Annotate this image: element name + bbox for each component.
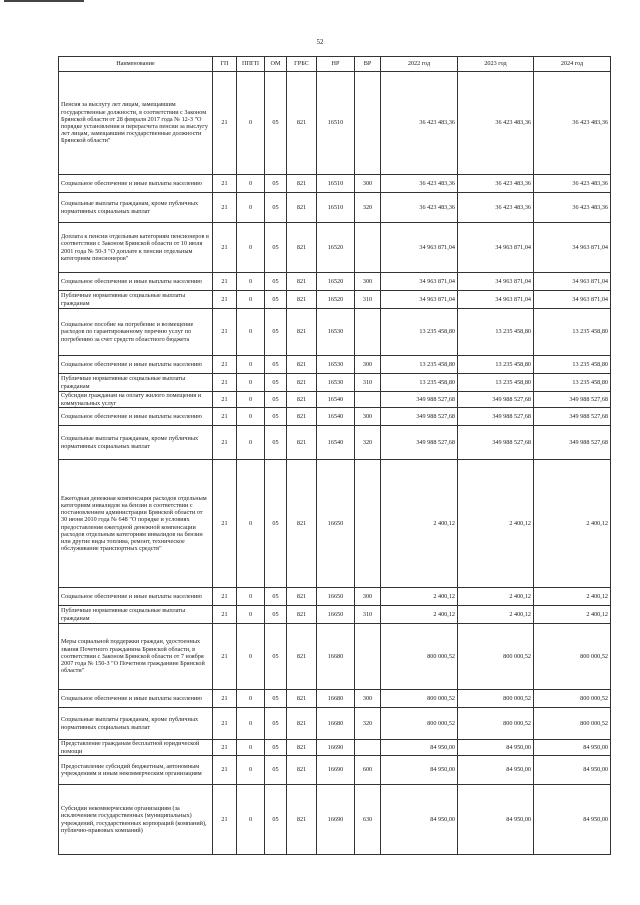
- row-amount-2022: 2 400,12: [381, 606, 458, 624]
- row-om: 05: [265, 392, 287, 408]
- row-om: 05: [265, 273, 287, 291]
- row-amount-2022: 13 235 458,80: [381, 356, 458, 374]
- row-gp: 21: [213, 72, 237, 175]
- row-gp: 21: [213, 740, 237, 756]
- row-amount-2023: 34 963 871,04: [458, 273, 534, 291]
- row-om: 05: [265, 460, 287, 588]
- row-name: Социальное обеспечение и иные выплаты населению: [59, 588, 213, 606]
- row-grbs: 821: [287, 756, 317, 785]
- row-grbs: 821: [287, 690, 317, 708]
- row-om: 05: [265, 588, 287, 606]
- row-name: Субсидии гражданам на оплату жилого помещения и коммунальных услуг: [59, 392, 213, 408]
- table-row: [59, 273, 611, 291]
- row-gp: 21: [213, 356, 237, 374]
- row-amount-2022: 800 000,52: [381, 624, 458, 690]
- row-vr: 300: [355, 273, 381, 291]
- row-amount-2023: 800 000,52: [458, 708, 534, 740]
- table-row: [59, 588, 611, 606]
- row-grbs: 821: [287, 426, 317, 460]
- row-grbs: 821: [287, 356, 317, 374]
- row-amount-2023: 349 988 527,68: [458, 392, 534, 408]
- row-amount-2023: 84 950,00: [458, 756, 534, 785]
- row-amount-2024: 13 235 458,80: [534, 374, 611, 392]
- row-amount-2023: 84 950,00: [458, 785, 534, 855]
- row-grbs: 821: [287, 291, 317, 309]
- row-nr: 16650: [317, 460, 355, 588]
- row-name: Доплата к пенсии отдельным категориям пенсионеров в соответствии с Законом Брянской области от 10 июля 2001 года № 50-З "О доплате к пенсии отдельным категориям пенсионеров": [59, 223, 213, 273]
- row-amount-2022: 800 000,52: [381, 708, 458, 740]
- row-vr: [355, 72, 381, 175]
- row-vr: [355, 460, 381, 588]
- row-ppgp: 0: [237, 273, 265, 291]
- row-gp: 21: [213, 785, 237, 855]
- row-ppgp: 0: [237, 588, 265, 606]
- row-amount-2022: 349 988 527,68: [381, 392, 458, 408]
- row-name: Представление гражданам бесплатной юридической помощи: [59, 740, 213, 756]
- table-row: [59, 756, 611, 785]
- row-amount-2023: 2 400,12: [458, 460, 534, 588]
- row-amount-2024: 800 000,52: [534, 708, 611, 740]
- row-amount-2024: 34 963 871,04: [534, 223, 611, 273]
- row-nr: 16530: [317, 356, 355, 374]
- row-vr: 320: [355, 708, 381, 740]
- row-amount-2023: 34 963 871,04: [458, 223, 534, 273]
- table-row: [59, 708, 611, 740]
- row-ppgp: 0: [237, 785, 265, 855]
- header-gp: ГП: [213, 57, 237, 72]
- row-amount-2024: 36 423 483,36: [534, 193, 611, 223]
- table-row: [59, 193, 611, 223]
- row-amount-2023: 36 423 483,36: [458, 175, 534, 193]
- row-grbs: 821: [287, 740, 317, 756]
- row-ppgp: 0: [237, 690, 265, 708]
- row-amount-2024: 2 400,12: [534, 460, 611, 588]
- header-om: ОМ: [265, 57, 287, 72]
- row-amount-2024: 13 235 458,80: [534, 309, 611, 356]
- row-amount-2023: 2 400,12: [458, 606, 534, 624]
- row-ppgp: 0: [237, 606, 265, 624]
- row-grbs: 821: [287, 193, 317, 223]
- row-amount-2024: 349 988 527,68: [534, 392, 611, 408]
- row-grbs: 821: [287, 408, 317, 426]
- row-amount-2022: 13 235 458,80: [381, 309, 458, 356]
- row-amount-2024: 34 963 871,04: [534, 291, 611, 309]
- table-header-row: [59, 57, 611, 72]
- row-amount-2022: 2 400,12: [381, 460, 458, 588]
- row-grbs: 821: [287, 72, 317, 175]
- row-amount-2024: 34 963 871,04: [534, 273, 611, 291]
- row-gp: 21: [213, 175, 237, 193]
- row-name: Социальные выплаты гражданам, кроме публичных нормативных социальных выплат: [59, 708, 213, 740]
- row-grbs: 821: [287, 223, 317, 273]
- header-grbs: ГРБС: [287, 57, 317, 72]
- row-amount-2022: 800 000,52: [381, 690, 458, 708]
- row-ppgp: 0: [237, 309, 265, 356]
- table-body: [59, 72, 611, 855]
- row-name: Публичные нормативные социальные выплаты гражданам: [59, 291, 213, 309]
- row-nr: 16520: [317, 291, 355, 309]
- row-gp: 21: [213, 588, 237, 606]
- row-ppgp: 0: [237, 291, 265, 309]
- header-2022: 2022 год: [381, 57, 458, 72]
- row-vr: [355, 740, 381, 756]
- row-amount-2023: 84 950,00: [458, 740, 534, 756]
- row-grbs: 821: [287, 374, 317, 392]
- row-om: 05: [265, 426, 287, 460]
- row-amount-2022: 349 988 527,68: [381, 426, 458, 460]
- row-ppgp: 0: [237, 708, 265, 740]
- row-amount-2023: 2 400,12: [458, 588, 534, 606]
- row-gp: 21: [213, 460, 237, 588]
- table-row: [59, 460, 611, 588]
- row-grbs: 821: [287, 624, 317, 690]
- row-vr: [355, 392, 381, 408]
- row-amount-2023: 349 988 527,68: [458, 408, 534, 426]
- row-name: Предоставление субсидий бюджетным, автономным учреждениям и иным некоммерческим организациям: [59, 756, 213, 785]
- row-amount-2023: 34 963 871,04: [458, 291, 534, 309]
- row-gp: 21: [213, 708, 237, 740]
- row-name: Социальное пособие на погребение и возмещение расходов по гарантированному перечню услуг по погребению за счет средств областного бюджета: [59, 309, 213, 356]
- row-gp: 21: [213, 624, 237, 690]
- row-amount-2024: 800 000,52: [534, 690, 611, 708]
- row-nr: 16540: [317, 408, 355, 426]
- row-amount-2023: 800 000,52: [458, 624, 534, 690]
- row-amount-2024: 84 950,00: [534, 756, 611, 785]
- row-amount-2022: 34 963 871,04: [381, 273, 458, 291]
- row-amount-2023: 13 235 458,80: [458, 356, 534, 374]
- row-nr: 16540: [317, 426, 355, 460]
- table-row: [59, 606, 611, 624]
- row-vr: 300: [355, 175, 381, 193]
- row-amount-2023: 13 235 458,80: [458, 309, 534, 356]
- row-nr: 16510: [317, 175, 355, 193]
- row-name: Социальное обеспечение и иные выплаты населению: [59, 690, 213, 708]
- row-name: Социальные выплаты гражданам, кроме публичных нормативных социальных выплат: [59, 193, 213, 223]
- row-vr: [355, 223, 381, 273]
- header-2023: 2023 год: [458, 57, 534, 72]
- row-om: 05: [265, 175, 287, 193]
- table-row: [59, 309, 611, 356]
- row-gp: 21: [213, 690, 237, 708]
- row-gp: 21: [213, 193, 237, 223]
- row-ppgp: 0: [237, 223, 265, 273]
- page-number: 52: [316, 38, 324, 46]
- row-nr: 16520: [317, 273, 355, 291]
- row-nr: 16650: [317, 606, 355, 624]
- row-vr: [355, 624, 381, 690]
- row-nr: 16680: [317, 708, 355, 740]
- row-gp: 21: [213, 291, 237, 309]
- row-gp: 21: [213, 756, 237, 785]
- row-nr: 16520: [317, 223, 355, 273]
- row-gp: 21: [213, 374, 237, 392]
- row-name: Субсидии некоммерческим организациям (за исключением государственных (муниципальных) учреждений, государственных корпораций (компаний), публично-правовых компаний): [59, 785, 213, 855]
- row-amount-2023: 349 988 527,68: [458, 426, 534, 460]
- row-om: 05: [265, 785, 287, 855]
- row-grbs: 821: [287, 708, 317, 740]
- row-amount-2022: 84 950,00: [381, 756, 458, 785]
- row-vr: 320: [355, 426, 381, 460]
- row-amount-2024: 13 235 458,80: [534, 356, 611, 374]
- row-name: Социальное обеспечение и иные выплаты населению: [59, 175, 213, 193]
- budget-table: [58, 56, 611, 855]
- row-amount-2022: 34 963 871,04: [381, 223, 458, 273]
- row-amount-2024: 36 423 483,36: [534, 175, 611, 193]
- row-ppgp: 0: [237, 408, 265, 426]
- row-om: 05: [265, 708, 287, 740]
- row-name: Меры социальной поддержки граждан, удостоенных звания Почетного гражданина Брянской области, в соответствии с Законом Брянской области от 7 ноября 2007 года № 150-З "О Почетном гражданине Брянской области": [59, 624, 213, 690]
- row-gp: 21: [213, 273, 237, 291]
- row-ppgp: 0: [237, 175, 265, 193]
- row-amount-2024: 2 400,12: [534, 588, 611, 606]
- row-grbs: 821: [287, 606, 317, 624]
- table-row: [59, 392, 611, 408]
- row-amount-2022: 84 950,00: [381, 740, 458, 756]
- row-amount-2024: 349 988 527,68: [534, 408, 611, 426]
- row-name: Ежегодная денежная компенсация расходов отдельным категориям инвалидов на бензин в соответствии с постановлением администрации Брянской области от 30 июня 2010 года № 648 "О порядке и условиях предоставления ежегодной денежной компенсации расходов отдельным категориям инвалидов на бензин или другие виды топлива, ремонт, техническое обслуживание транспортных средств": [59, 460, 213, 588]
- row-ppgp: 0: [237, 460, 265, 588]
- table-row: [59, 785, 611, 855]
- row-amount-2022: 36 423 483,36: [381, 72, 458, 175]
- row-om: 05: [265, 740, 287, 756]
- row-vr: 320: [355, 193, 381, 223]
- row-grbs: 821: [287, 460, 317, 588]
- row-amount-2022: 2 400,12: [381, 588, 458, 606]
- row-gp: 21: [213, 223, 237, 273]
- row-om: 05: [265, 356, 287, 374]
- table-row: [59, 740, 611, 756]
- table-row: [59, 426, 611, 460]
- row-nr: 16680: [317, 624, 355, 690]
- row-name: Социальное обеспечение и иные выплаты населению: [59, 408, 213, 426]
- table-row: [59, 175, 611, 193]
- row-vr: 630: [355, 785, 381, 855]
- row-vr: [355, 309, 381, 356]
- header-vr: ВР: [355, 57, 381, 72]
- table-row: [59, 291, 611, 309]
- row-om: 05: [265, 374, 287, 392]
- row-name: Социальное обеспечение и иные выплаты населению: [59, 273, 213, 291]
- row-nr: 16540: [317, 392, 355, 408]
- row-amount-2023: 13 235 458,80: [458, 374, 534, 392]
- header-nr: НР: [317, 57, 355, 72]
- row-vr: 600: [355, 756, 381, 785]
- row-grbs: 821: [287, 392, 317, 408]
- row-amount-2023: 36 423 483,36: [458, 72, 534, 175]
- row-nr: 16690: [317, 740, 355, 756]
- row-vr: 300: [355, 588, 381, 606]
- row-ppgp: 0: [237, 624, 265, 690]
- row-amount-2022: 34 963 871,04: [381, 291, 458, 309]
- table-row: [59, 223, 611, 273]
- row-grbs: 821: [287, 309, 317, 356]
- row-amount-2023: 36 423 483,36: [458, 193, 534, 223]
- row-gp: 21: [213, 408, 237, 426]
- row-gp: 21: [213, 309, 237, 356]
- row-vr: 310: [355, 291, 381, 309]
- row-gp: 21: [213, 392, 237, 408]
- row-nr: 16530: [317, 374, 355, 392]
- row-amount-2022: 36 423 483,36: [381, 175, 458, 193]
- row-om: 05: [265, 309, 287, 356]
- row-grbs: 821: [287, 785, 317, 855]
- row-nr: 16530: [317, 309, 355, 356]
- row-nr: 16510: [317, 193, 355, 223]
- row-amount-2022: 36 423 483,36: [381, 193, 458, 223]
- table-row: [59, 408, 611, 426]
- scan-corner-mark: [4, 0, 84, 2]
- header-2024: 2024 год: [534, 57, 611, 72]
- table-row: [59, 356, 611, 374]
- row-vr: 310: [355, 374, 381, 392]
- row-name: Публичные нормативные социальные выплаты гражданам: [59, 606, 213, 624]
- row-gp: 21: [213, 426, 237, 460]
- row-amount-2024: 2 400,12: [534, 606, 611, 624]
- row-ppgp: 0: [237, 392, 265, 408]
- row-name: Социальные выплаты гражданам, кроме публичных нормативных социальных выплат: [59, 426, 213, 460]
- row-vr: 300: [355, 408, 381, 426]
- row-om: 05: [265, 193, 287, 223]
- row-nr: 16690: [317, 756, 355, 785]
- row-grbs: 821: [287, 175, 317, 193]
- row-amount-2023: 800 000,52: [458, 690, 534, 708]
- row-nr: 16510: [317, 72, 355, 175]
- row-name: Пенсия за выслугу лет лицам, замещавшим государственные должности, в соответствии с Законом Брянской области от 28 февраля 2017 года № 12-З "О порядке установления и перерасчета пенсии за выслугу лет лицам, замещавшим государственные должности Брянской области": [59, 72, 213, 175]
- row-amount-2022: 84 950,00: [381, 785, 458, 855]
- row-amount-2022: 349 988 527,68: [381, 408, 458, 426]
- row-om: 05: [265, 72, 287, 175]
- row-ppgp: 0: [237, 72, 265, 175]
- row-amount-2022: 13 235 458,80: [381, 374, 458, 392]
- row-amount-2024: 36 423 483,36: [534, 72, 611, 175]
- row-amount-2024: 349 988 527,68: [534, 426, 611, 460]
- row-name: Публичные нормативные социальные выплаты гражданам: [59, 374, 213, 392]
- row-vr: 300: [355, 690, 381, 708]
- table-row: [59, 690, 611, 708]
- row-gp: 21: [213, 606, 237, 624]
- row-om: 05: [265, 408, 287, 426]
- table-row: [59, 624, 611, 690]
- row-grbs: 821: [287, 273, 317, 291]
- table-row: [59, 374, 611, 392]
- row-amount-2024: 84 950,00: [534, 740, 611, 756]
- row-ppgp: 0: [237, 426, 265, 460]
- row-name: Социальное обеспечение и иные выплаты населению: [59, 356, 213, 374]
- row-om: 05: [265, 690, 287, 708]
- row-om: 05: [265, 624, 287, 690]
- row-vr: 310: [355, 606, 381, 624]
- row-om: 05: [265, 291, 287, 309]
- row-ppgp: 0: [237, 356, 265, 374]
- header-name: Наименование: [59, 57, 213, 72]
- row-nr: 16650: [317, 588, 355, 606]
- row-ppgp: 0: [237, 374, 265, 392]
- row-amount-2024: 800 000,52: [534, 624, 611, 690]
- row-ppgp: 0: [237, 193, 265, 223]
- row-ppgp: 0: [237, 740, 265, 756]
- row-ppgp: 0: [237, 756, 265, 785]
- header-ppgp: ППГП: [237, 57, 265, 72]
- row-nr: 16680: [317, 690, 355, 708]
- row-vr: 300: [355, 356, 381, 374]
- table-row: [59, 72, 611, 175]
- row-om: 05: [265, 223, 287, 273]
- row-om: 05: [265, 756, 287, 785]
- row-om: 05: [265, 606, 287, 624]
- row-grbs: 821: [287, 588, 317, 606]
- row-amount-2024: 84 950,00: [534, 785, 611, 855]
- row-nr: 16690: [317, 785, 355, 855]
